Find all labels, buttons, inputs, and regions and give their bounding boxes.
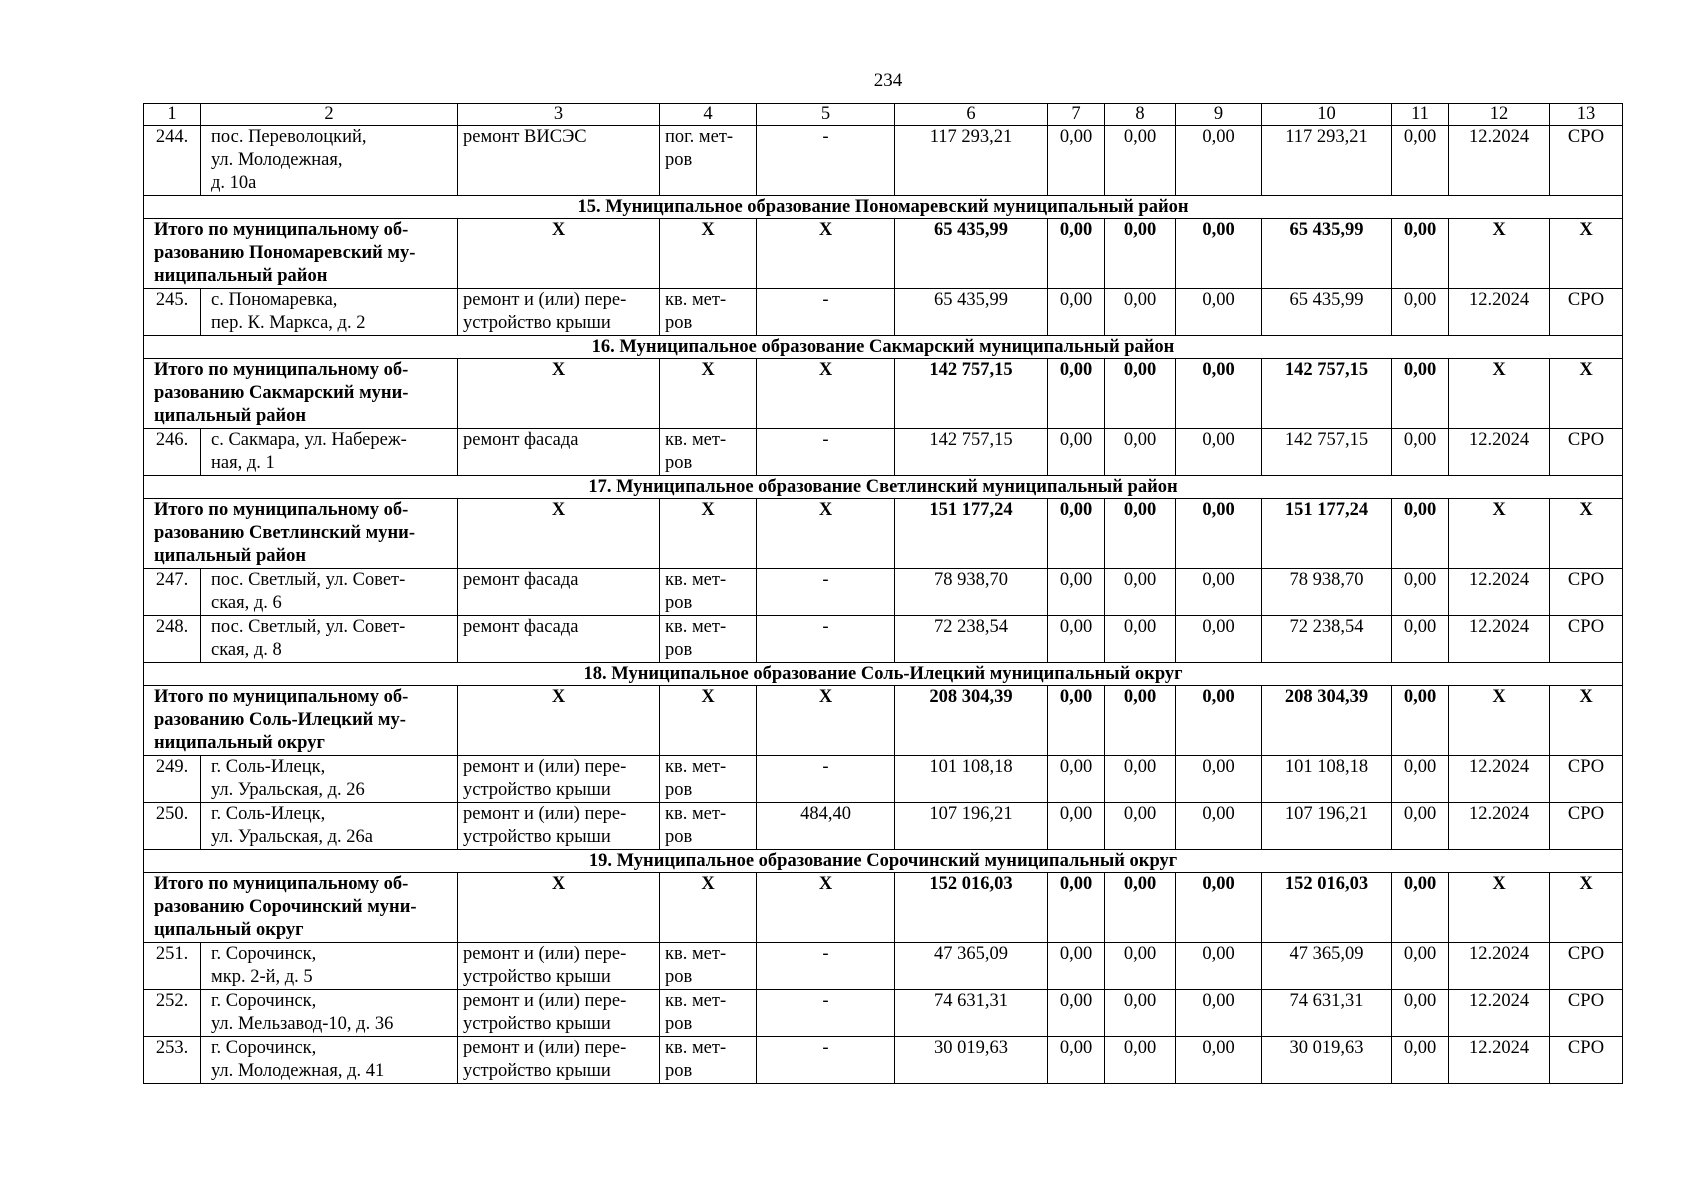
total-cell-col-7: 0,00 — [1048, 219, 1105, 289]
cell-col-4: кв. мет- ров — [660, 616, 757, 663]
total-cell-col-11: 0,00 — [1392, 873, 1449, 943]
cell-col-7: 0,00 — [1048, 1037, 1105, 1084]
total-row — [144, 359, 1623, 429]
cell-col-3: ремонт и (или) пере- устройство крыши — [458, 803, 660, 850]
section-title: 15. Муниципальное образование Пономаревский муниципальный район — [144, 196, 1623, 219]
cell-col-6: 101 108,18 — [895, 756, 1048, 803]
cell-col-10: 72 238,54 — [1262, 616, 1392, 663]
cell-col-1: 250. — [144, 803, 201, 850]
cell-col-11: 0,00 — [1392, 803, 1449, 850]
cell-col-8: 0,00 — [1105, 803, 1176, 850]
total-cell-col-8: 0,00 — [1105, 219, 1176, 289]
total-cell-col-4: X — [660, 219, 757, 289]
section-row — [144, 476, 1623, 499]
cell-col-11: 0,00 — [1392, 756, 1449, 803]
total-cell-col-13: X — [1550, 873, 1623, 943]
cell-col-2: г. Соль-Илецк, ул. Уральская, д. 26а — [201, 803, 458, 850]
total-cell-col-3: X — [458, 219, 660, 289]
section-row — [144, 850, 1623, 873]
total-cell-col-11: 0,00 — [1392, 219, 1449, 289]
cell-col-9: 0,00 — [1176, 990, 1262, 1037]
cell-col-5: - — [757, 756, 895, 803]
cell-col-8: 0,00 — [1105, 756, 1176, 803]
total-cell-col-12: X — [1449, 359, 1550, 429]
column-header-5: 5 — [757, 104, 895, 126]
total-cell-col-3: X — [458, 873, 660, 943]
total-cell-col-4: X — [660, 873, 757, 943]
total-label: Итого по муниципальному об- разованию Пономаревский му- ниципальный район — [144, 219, 458, 289]
cell-col-10: 78 938,70 — [1262, 569, 1392, 616]
cell-col-10: 101 108,18 — [1262, 756, 1392, 803]
column-header-4: 4 — [660, 104, 757, 126]
total-cell-col-8: 0,00 — [1105, 359, 1176, 429]
total-cell-col-3: X — [458, 499, 660, 569]
total-label: Итого по муниципальному об- разованию Сакмарский муни- ципальный район — [144, 359, 458, 429]
cell-col-7: 0,00 — [1048, 429, 1105, 476]
repair-program-table — [143, 103, 1623, 1084]
cell-col-7: 0,00 — [1048, 569, 1105, 616]
section-row — [144, 196, 1623, 219]
total-cell-col-5: X — [757, 359, 895, 429]
cell-col-10: 74 631,31 — [1262, 990, 1392, 1037]
total-cell-col-5: X — [757, 873, 895, 943]
column-header-13: 13 — [1550, 104, 1623, 126]
cell-col-6: 78 938,70 — [895, 569, 1048, 616]
cell-col-11: 0,00 — [1392, 429, 1449, 476]
cell-col-1: 253. — [144, 1037, 201, 1084]
cell-col-8: 0,00 — [1105, 616, 1176, 663]
cell-col-4: кв. мет- ров — [660, 429, 757, 476]
total-cell-col-9: 0,00 — [1176, 359, 1262, 429]
cell-col-12: 12.2024 — [1449, 756, 1550, 803]
cell-col-3: ремонт и (или) пере- устройство крыши — [458, 943, 660, 990]
cell-col-9: 0,00 — [1176, 126, 1262, 196]
cell-col-6: 117 293,21 — [895, 126, 1048, 196]
cell-col-5: - — [757, 569, 895, 616]
cell-col-11: 0,00 — [1392, 943, 1449, 990]
section-title: 16. Муниципальное образование Сакмарский муниципальный район — [144, 336, 1623, 359]
cell-col-9: 0,00 — [1176, 429, 1262, 476]
cell-col-2: с. Сакмара, ул. Набереж- ная, д. 1 — [201, 429, 458, 476]
cell-col-3: ремонт фасада — [458, 429, 660, 476]
cell-col-3: ремонт и (или) пере- устройство крыши — [458, 990, 660, 1037]
cell-col-8: 0,00 — [1105, 126, 1176, 196]
cell-col-10: 65 435,99 — [1262, 289, 1392, 336]
cell-col-12: 12.2024 — [1449, 943, 1550, 990]
total-cell-col-4: X — [660, 499, 757, 569]
cell-col-1: 252. — [144, 990, 201, 1037]
cell-col-6: 74 631,31 — [895, 990, 1048, 1037]
cell-col-1: 244. — [144, 126, 201, 196]
cell-col-2: пос. Светлый, ул. Совет- ская, д. 8 — [201, 616, 458, 663]
table-row — [144, 569, 1623, 616]
table-row — [144, 1037, 1623, 1084]
cell-col-1: 248. — [144, 616, 201, 663]
cell-col-9: 0,00 — [1176, 569, 1262, 616]
total-cell-col-5: X — [757, 499, 895, 569]
total-cell-col-6: 65 435,99 — [895, 219, 1048, 289]
cell-col-13: СРО — [1550, 1037, 1623, 1084]
total-cell-col-12: X — [1449, 873, 1550, 943]
cell-col-2: г. Сорочинск, ул. Молодежная, д. 41 — [201, 1037, 458, 1084]
total-cell-col-6: 142 757,15 — [895, 359, 1048, 429]
page-number: 234 — [873, 70, 903, 91]
total-cell-col-12: X — [1449, 219, 1550, 289]
cell-col-10: 47 365,09 — [1262, 943, 1392, 990]
cell-col-6: 107 196,21 — [895, 803, 1048, 850]
cell-col-7: 0,00 — [1048, 943, 1105, 990]
total-cell-col-9: 0,00 — [1176, 686, 1262, 756]
cell-col-6: 142 757,15 — [895, 429, 1048, 476]
cell-col-12: 12.2024 — [1449, 990, 1550, 1037]
total-cell-col-6: 208 304,39 — [895, 686, 1048, 756]
cell-col-7: 0,00 — [1048, 990, 1105, 1037]
cell-col-8: 0,00 — [1105, 943, 1176, 990]
table-row — [144, 756, 1623, 803]
total-cell-col-10: 151 177,24 — [1262, 499, 1392, 569]
cell-col-4: кв. мет- ров — [660, 289, 757, 336]
total-row — [144, 873, 1623, 943]
total-cell-col-7: 0,00 — [1048, 873, 1105, 943]
total-cell-col-9: 0,00 — [1176, 873, 1262, 943]
column-header-7: 7 — [1048, 104, 1105, 126]
total-cell-col-3: X — [458, 359, 660, 429]
cell-col-7: 0,00 — [1048, 289, 1105, 336]
column-header-8: 8 — [1105, 104, 1176, 126]
total-cell-col-13: X — [1550, 499, 1623, 569]
cell-col-6: 65 435,99 — [895, 289, 1048, 336]
cell-col-7: 0,00 — [1048, 756, 1105, 803]
cell-col-4: кв. мет- ров — [660, 756, 757, 803]
cell-col-11: 0,00 — [1392, 289, 1449, 336]
cell-col-5: - — [757, 616, 895, 663]
cell-col-2: г. Сорочинск, мкр. 2-й, д. 5 — [201, 943, 458, 990]
section-row — [144, 336, 1623, 359]
cell-col-9: 0,00 — [1176, 943, 1262, 990]
cell-col-3: ремонт и (или) пере- устройство крыши — [458, 289, 660, 336]
total-cell-col-4: X — [660, 686, 757, 756]
cell-col-13: СРО — [1550, 943, 1623, 990]
cell-col-12: 12.2024 — [1449, 126, 1550, 196]
table-row — [144, 616, 1623, 663]
total-cell-col-8: 0,00 — [1105, 499, 1176, 569]
cell-col-7: 0,00 — [1048, 616, 1105, 663]
total-cell-col-10: 208 304,39 — [1262, 686, 1392, 756]
cell-col-13: СРО — [1550, 803, 1623, 850]
column-header-12: 12 — [1449, 104, 1550, 126]
total-cell-col-9: 0,00 — [1176, 219, 1262, 289]
total-cell-col-5: X — [757, 219, 895, 289]
table-row — [144, 990, 1623, 1037]
section-title: 17. Муниципальное образование Светлинский муниципальный район — [144, 476, 1623, 499]
cell-col-4: кв. мет- ров — [660, 990, 757, 1037]
cell-col-3: ремонт фасада — [458, 616, 660, 663]
cell-col-4: пог. мет- ров — [660, 126, 757, 196]
cell-col-5: - — [757, 990, 895, 1037]
cell-col-2: пос. Светлый, ул. Совет- ская, д. 6 — [201, 569, 458, 616]
cell-col-12: 12.2024 — [1449, 569, 1550, 616]
table-row — [144, 803, 1623, 850]
cell-col-13: СРО — [1550, 126, 1623, 196]
cell-col-11: 0,00 — [1392, 990, 1449, 1037]
cell-col-13: СРО — [1550, 616, 1623, 663]
cell-col-2: с. Пономаревка, пер. К. Маркса, д. 2 — [201, 289, 458, 336]
cell-col-11: 0,00 — [1392, 1037, 1449, 1084]
cell-col-5: - — [757, 126, 895, 196]
cell-col-9: 0,00 — [1176, 756, 1262, 803]
column-header-10: 10 — [1262, 104, 1392, 126]
cell-col-2: г. Сорочинск, ул. Мельзавод-10, д. 36 — [201, 990, 458, 1037]
cell-col-12: 12.2024 — [1449, 289, 1550, 336]
total-label: Итого по муниципальному об- разованию Соль-Илецкий му- ниципальный округ — [144, 686, 458, 756]
cell-col-3: ремонт фасада — [458, 569, 660, 616]
cell-col-1: 251. — [144, 943, 201, 990]
column-header-1: 1 — [144, 104, 201, 126]
cell-col-11: 0,00 — [1392, 569, 1449, 616]
section-row — [144, 663, 1623, 686]
cell-col-1: 247. — [144, 569, 201, 616]
cell-col-5: - — [757, 943, 895, 990]
cell-col-10: 142 757,15 — [1262, 429, 1392, 476]
total-cell-col-12: X — [1449, 499, 1550, 569]
cell-col-7: 0,00 — [1048, 803, 1105, 850]
cell-col-13: СРО — [1550, 569, 1623, 616]
total-cell-col-11: 0,00 — [1392, 359, 1449, 429]
cell-col-6: 72 238,54 — [895, 616, 1048, 663]
total-cell-col-10: 152 016,03 — [1262, 873, 1392, 943]
cell-col-13: СРО — [1550, 756, 1623, 803]
cell-col-8: 0,00 — [1105, 1037, 1176, 1084]
section-title: 19. Муниципальное образование Сорочинский муниципальный округ — [144, 850, 1623, 873]
total-label: Итого по муниципальному об- разованию Сорочинский муни- ципальный округ — [144, 873, 458, 943]
cell-col-12: 12.2024 — [1449, 429, 1550, 476]
cell-col-8: 0,00 — [1105, 569, 1176, 616]
cell-col-7: 0,00 — [1048, 126, 1105, 196]
cell-col-12: 12.2024 — [1449, 616, 1550, 663]
column-header-11: 11 — [1392, 104, 1449, 126]
column-header-9: 9 — [1176, 104, 1262, 126]
cell-col-6: 30 019,63 — [895, 1037, 1048, 1084]
total-cell-col-7: 0,00 — [1048, 359, 1105, 429]
cell-col-8: 0,00 — [1105, 429, 1176, 476]
total-label: Итого по муниципальному об- разованию Светлинский муни- ципальный район — [144, 499, 458, 569]
cell-col-4: кв. мет- ров — [660, 569, 757, 616]
cell-col-2: г. Соль-Илецк, ул. Уральская, д. 26 — [201, 756, 458, 803]
total-cell-col-7: 0,00 — [1048, 499, 1105, 569]
total-cell-col-11: 0,00 — [1392, 499, 1449, 569]
total-cell-col-10: 65 435,99 — [1262, 219, 1392, 289]
cell-col-5: 484,40 — [757, 803, 895, 850]
cell-col-13: СРО — [1550, 990, 1623, 1037]
total-cell-col-11: 0,00 — [1392, 686, 1449, 756]
total-cell-col-8: 0,00 — [1105, 873, 1176, 943]
total-cell-col-10: 142 757,15 — [1262, 359, 1392, 429]
cell-col-4: кв. мет- ров — [660, 803, 757, 850]
cell-col-3: ремонт и (или) пере- устройство крыши — [458, 1037, 660, 1084]
total-cell-col-6: 152 016,03 — [895, 873, 1048, 943]
total-cell-col-13: X — [1550, 686, 1623, 756]
total-cell-col-4: X — [660, 359, 757, 429]
cell-col-9: 0,00 — [1176, 289, 1262, 336]
table-row — [144, 943, 1623, 990]
total-cell-col-12: X — [1449, 686, 1550, 756]
cell-col-1: 245. — [144, 289, 201, 336]
cell-col-10: 117 293,21 — [1262, 126, 1392, 196]
cell-col-1: 249. — [144, 756, 201, 803]
total-cell-col-13: X — [1550, 359, 1623, 429]
cell-col-4: кв. мет- ров — [660, 1037, 757, 1084]
total-cell-col-9: 0,00 — [1176, 499, 1262, 569]
total-row — [144, 686, 1623, 756]
total-row — [144, 499, 1623, 569]
total-cell-col-13: X — [1550, 219, 1623, 289]
cell-col-11: 0,00 — [1392, 126, 1449, 196]
cell-col-1: 246. — [144, 429, 201, 476]
cell-col-5: - — [757, 1037, 895, 1084]
cell-col-8: 0,00 — [1105, 289, 1176, 336]
cell-col-10: 30 019,63 — [1262, 1037, 1392, 1084]
cell-col-11: 0,00 — [1392, 616, 1449, 663]
cell-col-9: 0,00 — [1176, 1037, 1262, 1084]
cell-col-13: СРО — [1550, 289, 1623, 336]
cell-col-3: ремонт и (или) пере- устройство крыши — [458, 756, 660, 803]
total-cell-col-3: X — [458, 686, 660, 756]
total-cell-col-5: X — [757, 686, 895, 756]
cell-col-3: ремонт ВИСЭС — [458, 126, 660, 196]
column-header-2: 2 — [201, 104, 458, 126]
table-row — [144, 126, 1623, 196]
cell-col-12: 12.2024 — [1449, 803, 1550, 850]
cell-col-2: пос. Переволоцкий, ул. Молодежная, д. 10а — [201, 126, 458, 196]
cell-col-12: 12.2024 — [1449, 1037, 1550, 1084]
table-row — [144, 429, 1623, 476]
total-cell-col-6: 151 177,24 — [895, 499, 1048, 569]
cell-col-13: СРО — [1550, 429, 1623, 476]
cell-col-6: 47 365,09 — [895, 943, 1048, 990]
table-body — [144, 104, 1623, 1084]
table-row — [144, 289, 1623, 336]
total-row — [144, 219, 1623, 289]
cell-col-9: 0,00 — [1176, 616, 1262, 663]
column-header-row — [144, 104, 1623, 126]
section-title: 18. Муниципальное образование Соль-Илецкий муниципальный округ — [144, 663, 1623, 686]
cell-col-5: - — [757, 429, 895, 476]
column-header-3: 3 — [458, 104, 660, 126]
cell-col-5: - — [757, 289, 895, 336]
cell-col-10: 107 196,21 — [1262, 803, 1392, 850]
total-cell-col-8: 0,00 — [1105, 686, 1176, 756]
column-header-6: 6 — [895, 104, 1048, 126]
cell-col-8: 0,00 — [1105, 990, 1176, 1037]
cell-col-4: кв. мет- ров — [660, 943, 757, 990]
cell-col-9: 0,00 — [1176, 803, 1262, 850]
total-cell-col-7: 0,00 — [1048, 686, 1105, 756]
